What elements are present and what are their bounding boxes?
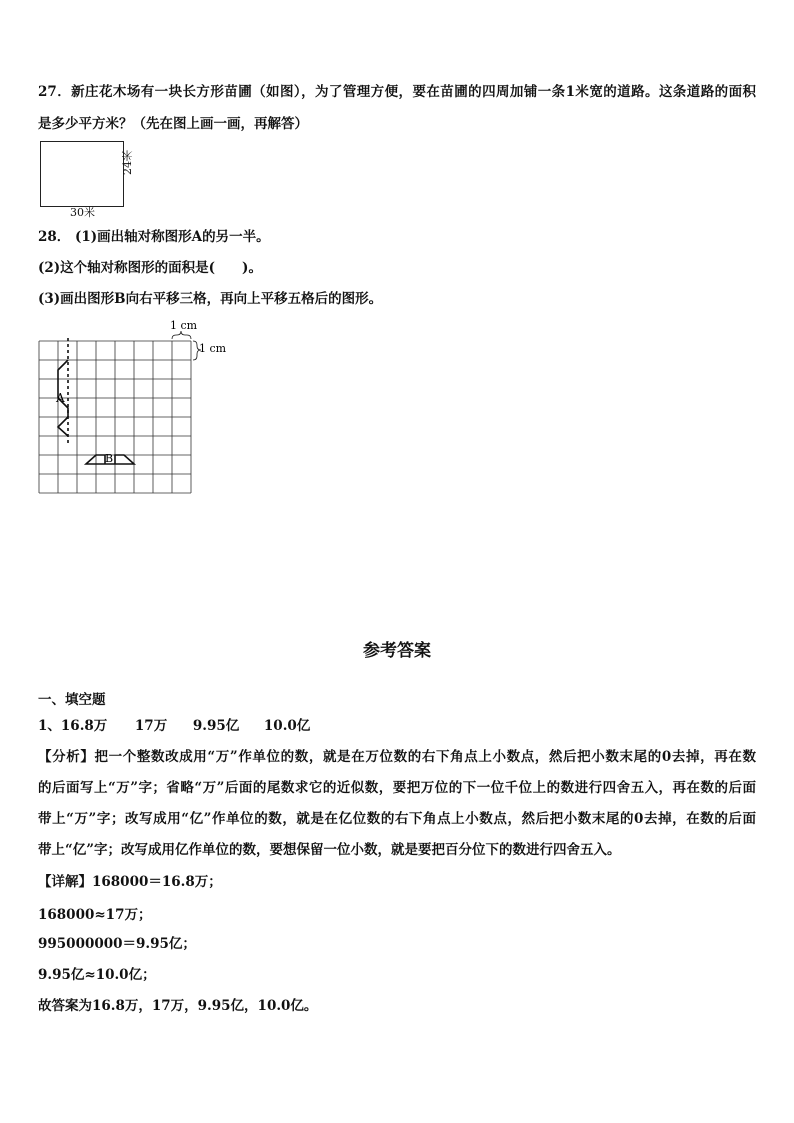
q28-grid-figure	[36, 318, 246, 498]
q27-height-label: 24米	[121, 150, 134, 175]
unit-label-top: 1 cm	[170, 319, 198, 332]
answers-section-heading: 一、填空题	[38, 692, 106, 708]
answer-1-number: 1、	[38, 718, 61, 734]
q28-text-line2: (2)这个轴对称图形的面积是( )。	[38, 260, 262, 276]
q27-text-line1: 27．新庄花木场有一块长方形苗圃（如图），为了管理方便，要在苗圃的四周加铺一条1米宽的道路。这条道路的面积	[38, 84, 756, 100]
detail-line-5: 故答案为16.8万，17万，9.95亿，10.0亿。	[38, 998, 318, 1014]
answers-title: 参考答案	[363, 641, 431, 661]
detail-line-3: 995000000＝9.95亿；	[38, 936, 196, 952]
analysis-line-4: 带上“亿”字；改写成用亿作单位的数，要想保留一位小数，就是要把百分位下的数进行四舍五入。	[38, 842, 621, 858]
q27-text-line2: 是多少平方米？（先在图上画一画，再解答）	[38, 116, 308, 132]
analysis-line-3: 带上“万”字；改写成用“亿”作单位的数，就是在亿位数的右下角点上小数点，然后把小数末尾的0去掉，在数的后面	[38, 811, 756, 827]
unit-label-right: 1 cm	[199, 342, 227, 355]
detail-line-2: 168000≈17万；	[38, 907, 152, 923]
detail-line-4: 9.95亿≈10.0亿；	[38, 967, 156, 983]
shape-b-label: B	[105, 452, 114, 465]
analysis-line-1: 【分析】把一个整数改成用“万”作单位的数，就是在万位数的右下角点上小数点，然后把小数末尾的0去掉，再在数	[38, 749, 756, 765]
q27-width-label: 30米	[70, 206, 95, 219]
q28-text-line3: (3)画出图形B向右平移三格，再向上平移五格后的图形。	[38, 291, 383, 307]
answer-1-value-2: 17万	[134, 718, 168, 734]
answer-1-values	[38, 716, 310, 736]
q28-text-line1: 28． (1)画出轴对称图形A的另一半。	[38, 229, 270, 245]
shape-a-label: A	[56, 391, 65, 405]
answer-1-value-3: 9.95亿	[192, 718, 240, 734]
analysis-line-2: 的后面写上“万”字；省略“万”后面的尾数求它的近似数，要把万位的下一位千位上的数进行四舍五入，再在数的后面	[38, 780, 756, 796]
answer-1-value-1: 16.8万	[60, 718, 108, 734]
detail-line-1: 【详解】168000＝16.8万；	[38, 874, 222, 890]
unit-brace-top	[172, 331, 191, 339]
grid-lines	[39, 341, 191, 493]
answer-1-value-4: 10.0亿	[263, 718, 311, 734]
q27-rectangle-figure	[40, 141, 124, 207]
